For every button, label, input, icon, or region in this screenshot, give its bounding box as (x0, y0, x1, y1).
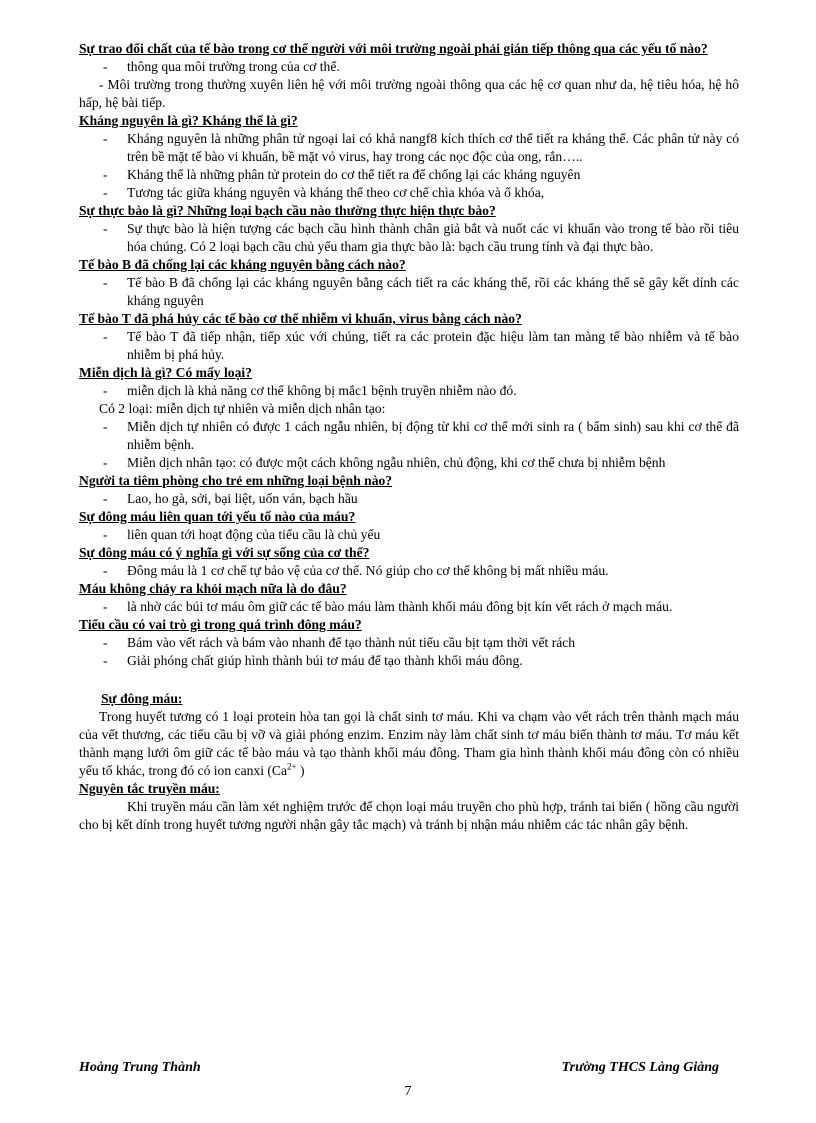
answer-paragraph: Có 2 loại: miễn dịch tự nhiên và miễn dịch nhân tạo: (99, 401, 386, 416)
document-body (79, 40, 739, 834)
answer-item: - miễn dịch là khả năng cơ thể không bị mắc1 bệnh truyền nhiễm nào đó. (103, 383, 517, 398)
question-heading: Tiểu cầu có vai trò gì trong quá trình đông máu? (79, 617, 362, 632)
answer-item: - Bám vào vết rách và bám vào nhanh để tạo thành nút tiểu cầu bịt tạm thời vết rách (103, 635, 576, 650)
question-heading: Sự thực bào là gì? Những loại bạch cầu nào thường thực hiện thực bào? (79, 203, 496, 218)
question-heading: Sự đông máu liên quan tới yếu tố nào của máu? (79, 509, 356, 524)
footer-author: Hoàng Trung Thành (79, 1060, 201, 1075)
question-heading: Tế bào T đã phá hủy các tế bào cơ thể nhiễm vi khuẩn, virus bằng cách nào? (79, 311, 522, 326)
section-paragraph: Trong huyết tương có 1 loại protein hòa tan gọi là chất sinh tơ máu. Khi va chạm vào vết rách trên thành mạch máu của vết thương, các tiểu cầu bị vỡ và giải phóng enzim. Enzim này làm chất sinh tơ máu biến thành tơ máu. Tơ máu kết thành mạng lưới ôm giữ các tế bào máu và tạo thành khối máu đông. Tham gia hình thành khối máu đông còn có nhiều yếu tố khác, trong đó có ion canxi ($Ca^{2+}$ ) (79, 709, 739, 778)
answer-item: - liên quan tới hoạt động của tiểu cầu là chủ yếu (103, 527, 381, 542)
page-footer (79, 1059, 719, 1077)
answer-item: - Sự thực bào là hiện tượng các bạch cầu hình thành chân giả bắt và nuốt các vi khuẩn vào trong tế bào rồi tiêu hóa chúng. Có 2 loại bạch cầu chủ yếu tham gia thực bào là: bạch cầu trung tính và đại thực bào. (103, 221, 739, 254)
question-heading: Người ta tiêm phòng cho trẻ em những loại bệnh nào? (79, 473, 393, 488)
section-paragraph: Khi truyền máu cần làm xét nghiệm trước để chọn loại máu truyền cho phù hợp, tránh tai biến ( hồng cầu người cho bị kết dính trong huyết tương người nhận gây tắc mạch) và tránh bị nhận máu nhiễm các tác nhân gây bệnh. (79, 799, 739, 832)
question-heading: Sự đông máu có ý nghĩa gì với sự sống của cơ thể? (79, 545, 370, 560)
answer-paragraph: - Môi trường trong thường xuyên liên hệ với môi trường ngoài thông qua các hệ cơ quan như da, hệ tiêu hóa, hệ hô hấp, hệ bài tiếp. (79, 77, 739, 110)
answer-item: - Kháng thể là những phân tử protein do cơ thể tiết ra để chống lại các kháng nguyên (103, 167, 581, 182)
answer-item: - Miễn dịch tự nhiên có được 1 cách ngẫu nhiên, bị động từ khi cơ thể mới sinh ra ( bẩm sinh) sau khi cơ thể đã nhiễm bệnh. (103, 419, 739, 452)
question-heading: Máu không chảy ra khỏi mạch nữa là do đâu? (79, 581, 347, 596)
question-heading: Sự trao đổi chất của tế bào trong cơ thể người với môi trường ngoài phải gián tiếp thông qua các yếu tố nào? (79, 41, 708, 56)
answer-item: - Kháng nguyên là những phân tử ngoại lai có khả nangf8 kích thích cơ thể tiết ra kháng thể. Các phân tử này có trên bề mặt tế bào vi khuẩn, bề mặt vỏ virus, hay trong các nọc độc của ong, rắn….. (103, 131, 739, 164)
question-heading: Tế bào B đã chống lại các kháng nguyên bằng cách nào? (79, 257, 406, 272)
answer-item: - Tương tác giữa kháng nguyên và kháng thể theo cơ chế chìa khóa và ổ khóa, (103, 185, 545, 200)
answer-item: - thông qua môi trường trong của cơ thể. (103, 59, 340, 74)
answer-item: - Giải phóng chất giúp hình thành búi tơ máu để tạo thành khối máu đông. (103, 653, 523, 668)
footer-school: Trường THCS Làng Giàng (561, 1060, 719, 1075)
answer-item: - là nhờ các búi tơ máu ôm giữ các tế bào máu làm thành khối máu đông bịt kín vết rách ở mạch máu. (103, 599, 673, 614)
answer-item: - Tế bào B đã chống lại các kháng nguyên bằng cách tiết ra các kháng thể, rồi các kháng thể sẽ gây kết dính các kháng nguyên (103, 275, 739, 308)
spacer (79, 670, 739, 690)
answer-item: - Lao, ho gà, sởi, bại liệt, uốn ván, bạch hầu (103, 491, 358, 506)
answer-item: - Đông máu là 1 cơ chế tự bảo vệ của cơ thể. Nó giúp cho cơ thể không bị mất nhiều máu. (103, 563, 609, 578)
question-heading: Kháng nguyên là gì? Kháng thể là gì? (79, 113, 298, 128)
page-number: 7 (404, 1084, 412, 1099)
answer-item: - Miễn dịch nhân tạo: có được một cách không ngẫu nhiên, chủ động, khi cơ thể chưa bị nhiễm bệnh (103, 455, 666, 470)
answer-item: - Tế bào T đã tiếp nhận, tiếp xúc với chúng, tiết ra các protein đặc hiệu làm tan màng tế bào nhiễm và tế bào nhiễm bị phá hủy. (103, 329, 739, 362)
question-heading: Miễn dịch là gì? Có mấy loại? (79, 365, 252, 380)
section-title: Sự đông máu: (101, 691, 183, 706)
section-title: Nguyên tắc truyền máu: (79, 781, 220, 796)
